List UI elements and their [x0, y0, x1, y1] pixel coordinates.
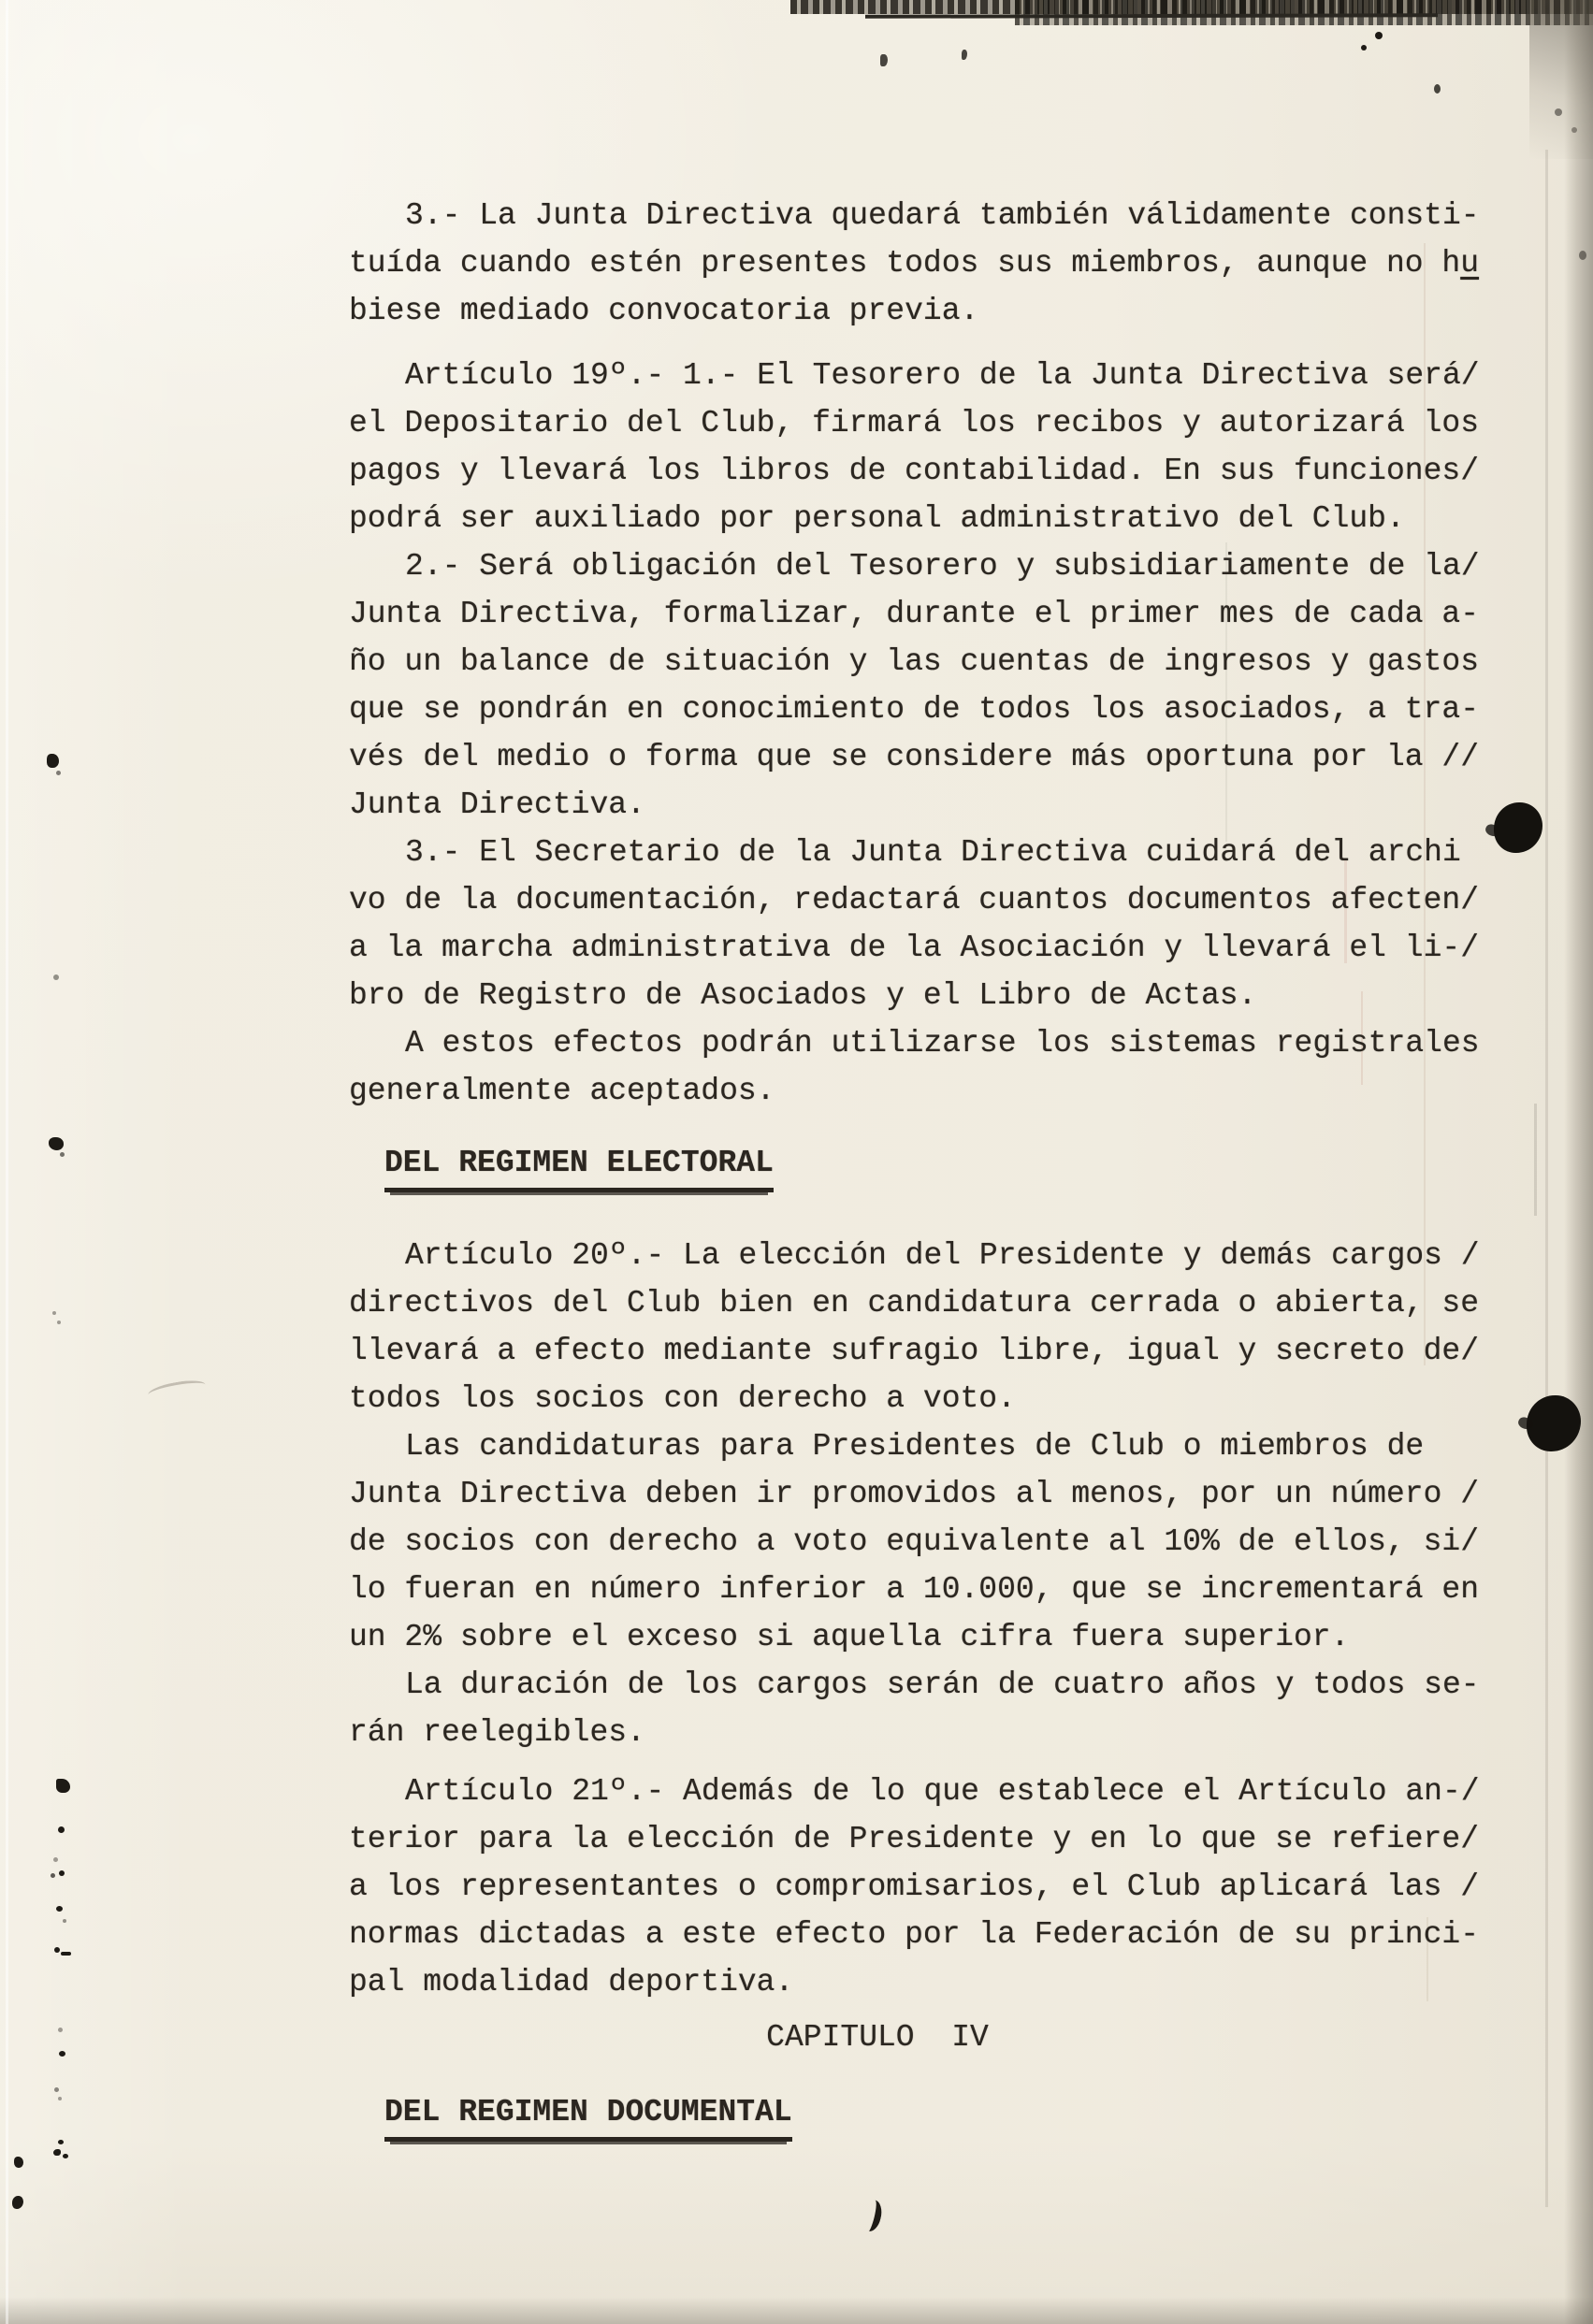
heading-underlined-text: DEL REGIMEN DOCUMENTAL [384, 2095, 792, 2142]
doc-line: rán reelegibles. [349, 1715, 645, 1750]
ink-speck [47, 754, 59, 768]
doc-line: Junta Directiva, formalizar, durante el primer mes de cada a- [349, 597, 1479, 631]
ink-speck [51, 1873, 55, 1878]
ink-speck [60, 1152, 65, 1157]
ink-speck [56, 771, 61, 775]
continuation-underline: u [1460, 246, 1480, 281]
section-heading-regimen-documental [349, 2088, 1406, 2136]
doc-line: 3.- La Junta Directiva quedará también válidamente consti- [405, 198, 1480, 233]
ink-speck [58, 2097, 62, 2100]
ink-speck [63, 2154, 68, 2158]
ink-speck [1571, 127, 1577, 133]
doc-line-articulo-21: Artículo 21º.- Además de lo que establece el Artículo an-/ [405, 1774, 1480, 1809]
ink-speck [962, 50, 967, 60]
ink-speck [49, 1137, 64, 1150]
doc-line: Junta Directiva deben ir promovidos al menos, por un número / [349, 1477, 1479, 1511]
doc-line: Junta Directiva. [349, 787, 645, 822]
scan-left-streak [6, 0, 8, 2324]
doc-line: generalmente aceptados. [349, 1074, 775, 1108]
doc-line [349, 239, 1480, 287]
pencil-mark [147, 1378, 207, 1403]
doc-line: vo de la documentación, redactará cuantos documentos afecten/ [349, 883, 1479, 917]
scan-noise-top-band [790, 0, 1593, 14]
doc-line: el Depositario del Club, firmará los recibos y autorizará los [349, 406, 1479, 440]
doc-line: de socios con derecho a voto equivalente al 10% de ellos, si/ [349, 1524, 1479, 1559]
ink-speck [1579, 251, 1586, 260]
scan-right-streak [1545, 150, 1548, 2207]
ink-speck [63, 1919, 66, 1923]
ink-speck [880, 54, 888, 66]
document-text [349, 192, 1480, 2136]
ink-speck [12, 2196, 23, 2209]
chapter-title: CAPITULO IV [766, 2020, 989, 2055]
doc-line: vés del medio o forma que se considere más oportuna por la // [349, 740, 1479, 774]
ink-speck [54, 2087, 59, 2092]
scan-right-edge-shadow [1564, 0, 1593, 2324]
ink-speck [53, 2149, 61, 2156]
doc-line: pal modalidad deportiva. [349, 1965, 794, 1999]
section-heading-regimen-electoral [349, 1139, 1406, 1187]
doc-line: normas dictadas a este efecto por la Federación de su princi- [349, 1917, 1479, 1952]
heading-underlined-text: DEL REGIMEN ELECTORAL [384, 1146, 774, 1192]
doc-line: llevará a efecto mediante sufragio libre, igual y secreto de/ [349, 1334, 1479, 1368]
ink-speck [58, 1826, 65, 1833]
doc-line: a la marcha administrativa de la Asociación y llevará el li-/ [349, 931, 1479, 965]
ink-blot [1494, 802, 1542, 853]
ink-speck [54, 1947, 60, 1953]
ink-speck [56, 1906, 63, 1912]
ink-speck [58, 2140, 64, 2144]
ink-blot [1527, 1395, 1581, 1451]
ink-speck [52, 1311, 56, 1315]
ink-speck [59, 1870, 65, 1876]
doc-line: Las candidaturas para Presidentes de Club o miembros de [405, 1429, 1425, 1464]
doc-line: podrá ser auxiliado por personal administrativo del Club. [349, 501, 1405, 536]
doc-line-articulo-20: Artículo 20º.- La elección del Presidente y demás cargos / [405, 1238, 1480, 1273]
doc-line: lo fueran en número inferior a 10.000, que se incrementará en [349, 1572, 1479, 1607]
ink-speck [61, 1952, 71, 1956]
doc-line: a los representantes o compromisarios, el Club aplicará las / [349, 1869, 1479, 1904]
doc-line: 2.- Será obligación del Tesorero y subsidiariamente de la/ [405, 549, 1480, 584]
scan-corner-shadow [1529, 0, 1593, 159]
scan-noise-top-band-dark [1015, 0, 1593, 25]
ink-speck [1361, 45, 1367, 51]
doc-line: todos los socios con derecho a voto. [349, 1381, 1016, 1416]
ink-speck [1555, 108, 1562, 116]
doc-line: bro de Registro de Asociados y el Libro de Actas. [349, 978, 1257, 1013]
ink-curl-mark [859, 2198, 885, 2233]
doc-line: directivos del Club bien en candidatura cerrada o abierta, se [349, 1286, 1479, 1321]
doc-line: La duración de los cargos serán de cuatro años y todos se- [405, 1667, 1480, 1702]
doc-line: biese mediado convocatoria previa. [349, 294, 979, 328]
doc-line: 3.- El Secretario de la Junta Directiva cuidará del archi [405, 835, 1461, 870]
ink-speck [56, 1779, 70, 1793]
ink-speck [14, 2157, 23, 2168]
doc-line: pagos y llevará los libros de contabilidad. En sus funciones/ [349, 454, 1479, 488]
doc-line: que se pondrán en conocimiento de todos los asociados, a tra- [349, 692, 1479, 727]
ink-speck [1375, 32, 1383, 39]
scan-noise-top-line [865, 13, 1438, 19]
doc-line-articulo-19: Artículo 19º.- 1.- El Tesorero de la Junta Directiva será/ [405, 358, 1480, 393]
doc-line: un 2% sobre el exceso si aquella cifra fuera superior. [349, 1620, 1350, 1654]
paper-crease [1534, 1104, 1537, 1216]
scan-bottom-shadow [0, 2297, 1593, 2324]
doc-line: A estos efectos podrán utilizarse los sistemas registrales [405, 1026, 1480, 1061]
ink-speck [59, 2051, 65, 2057]
doc-line: terior para la elección de Presidente y en lo que se refiere/ [349, 1822, 1479, 1856]
ink-speck [53, 974, 59, 980]
doc-line-text: tuída cuando estén presentes todos sus miembros, aunque no h [349, 246, 1461, 281]
ink-speck [57, 1321, 61, 1324]
ink-speck [53, 1857, 58, 1862]
doc-line: ño un balance de situación y las cuentas de ingresos y gastos [349, 644, 1479, 679]
ink-speck [1434, 84, 1441, 94]
ink-speck [58, 2028, 63, 2032]
